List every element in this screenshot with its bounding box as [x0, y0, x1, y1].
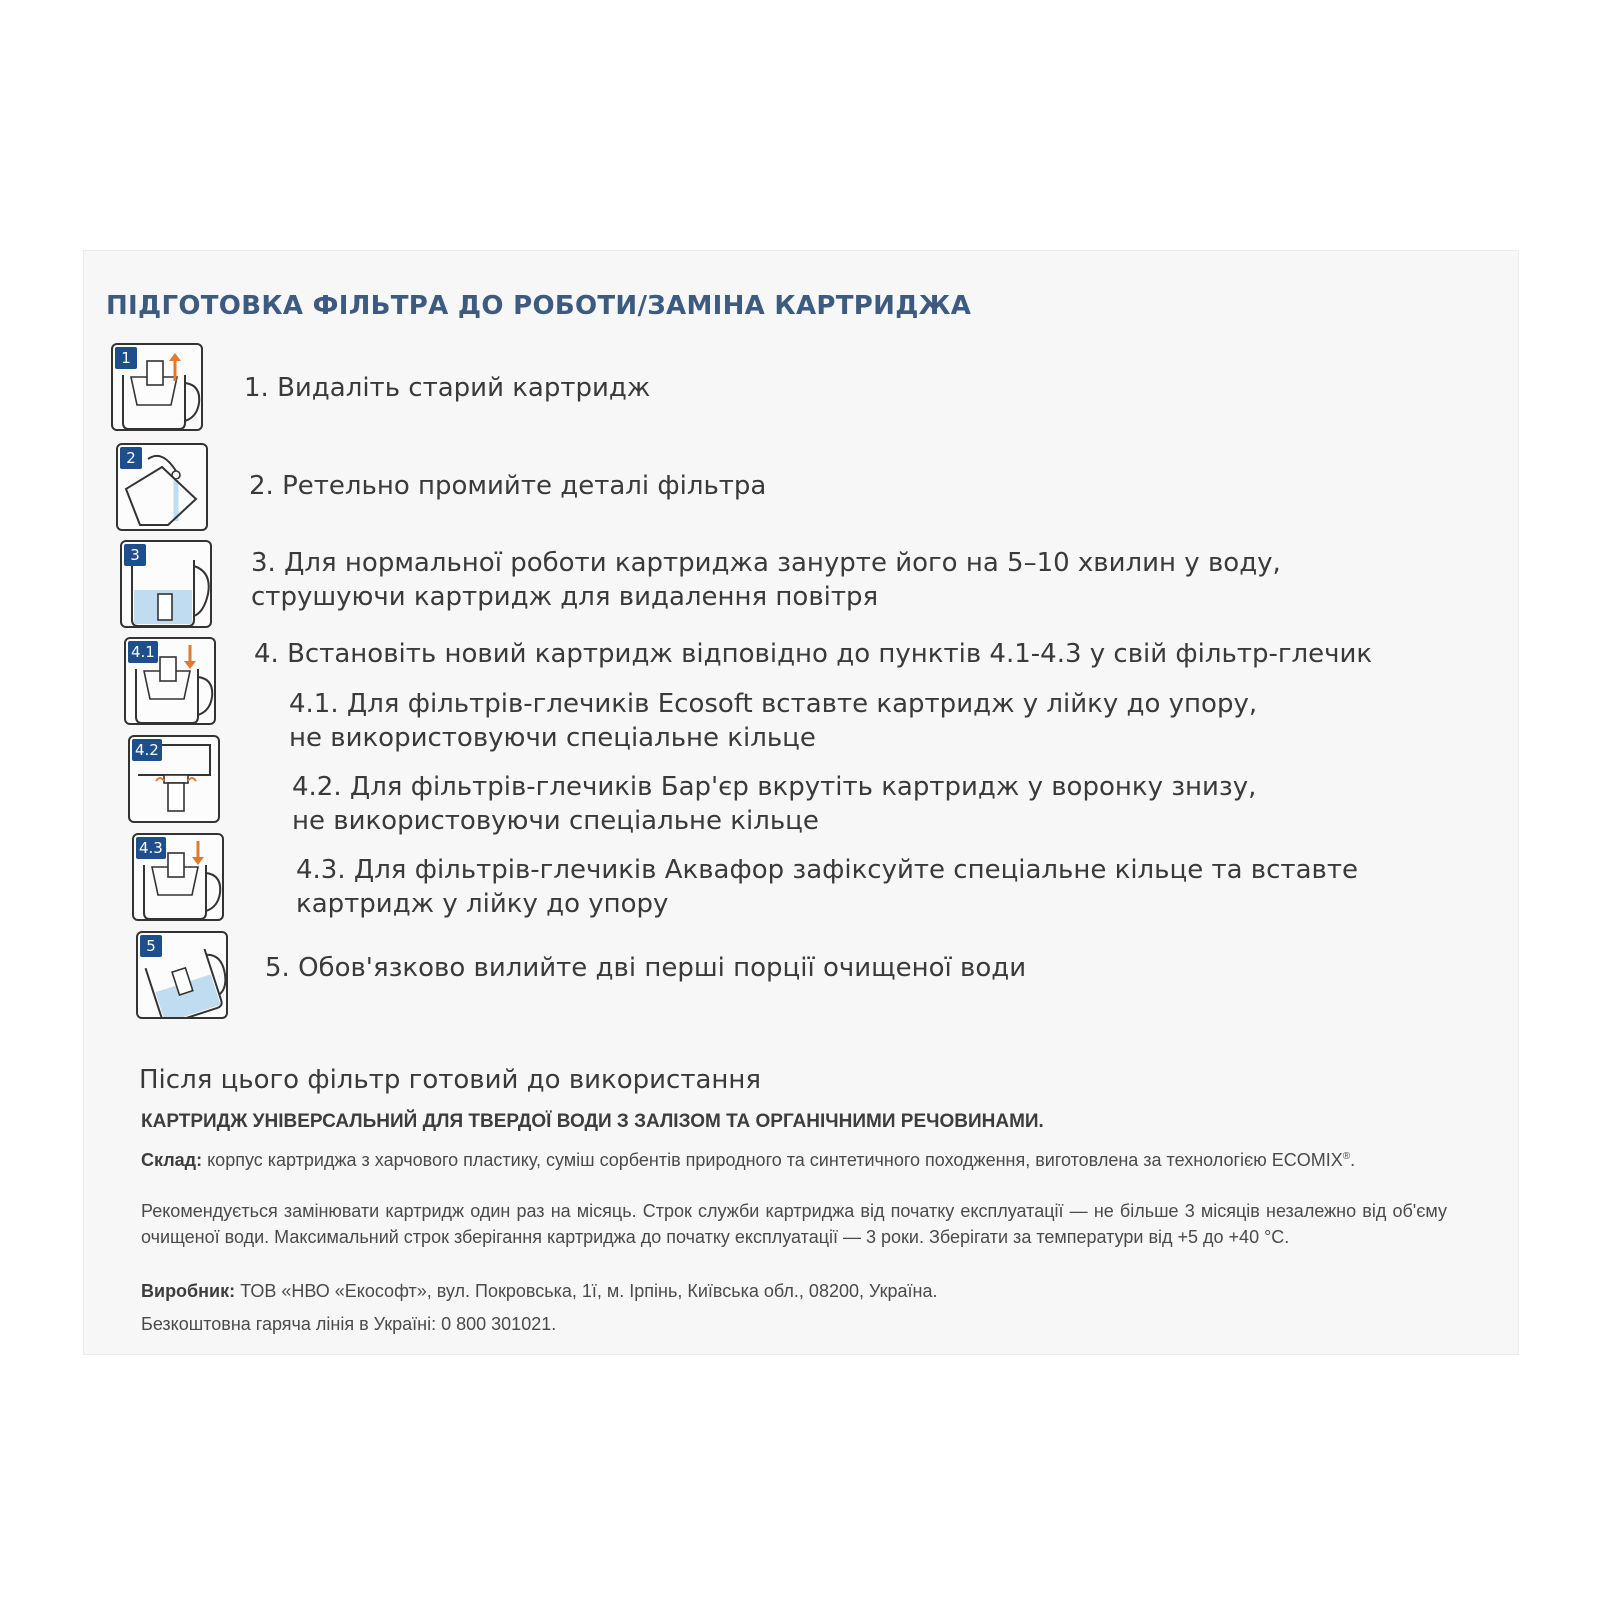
step-badge: 4.3 [136, 837, 166, 859]
step-4-2-line-1: 4.2. Для фільтрів-глечиків Бар'єр вкрутіть картридж у воронку знизу, [292, 772, 1257, 802]
cartridge-heading: КАРТРИДЖ УНІВЕРСАЛЬНИЙ ДЛЯ ТВЕРДОЇ ВОДИ З ЗАЛІЗОМ ТА ОРГАНІЧНИМИ РЕЧОВИНАМИ. [141, 1111, 1044, 1132]
step-1-text: 1. Видаліть старий картридж [244, 373, 651, 403]
step-badge: 4.2 [132, 739, 162, 761]
composition-label: Склад: [141, 1150, 203, 1170]
pour-water-icon [136, 931, 228, 1019]
manufacturer-paragraph [141, 1278, 1447, 1304]
step-4-3-text [296, 853, 1358, 921]
manufacturer-text: ТОВ «НВО «Екософт», вул. Покровська, 1ї, м. Ірпінь, Київська обл., 08200, Україна. [240, 1281, 938, 1301]
step-4-text: 4. Встановіть новий картридж відповідно до пунктів 4.1-4.3 у свій фільтр-глечик [254, 639, 1373, 669]
fix-ring-icon [132, 833, 224, 921]
step-3-line-1: 3. Для нормальної роботи картриджа занурте його на 5–10 хвилин у воду, [251, 548, 1281, 578]
composition-paragraph [141, 1144, 1447, 1173]
step-badge: 1 [115, 347, 137, 369]
step-badge: 3 [124, 544, 146, 566]
insert-cartridge-icon [124, 637, 216, 725]
step-4-2-line-2: не використовуючи спеціальне кільце [292, 806, 819, 836]
step-badge: 4.1 [128, 641, 158, 663]
step-5-text: 5. Обов'язково вилийте дві перші порції очищеної води [265, 953, 1027, 983]
step-4-1-line-1: 4.1. Для фільтрів-глечиків Ecosoft вставте картридж у лійку до упору, [289, 689, 1258, 719]
recommendation-paragraph: Рекомендується замінювати картридж один раз на місяць. Строк служби картриджа від початку експлуатації — не більше 3 місяців незалежно від об'єму очищеної води. Максимальний строк зберігання картриджа до початку експлуатації — 3 роки. Зберігати за температури від +5 до +40 °С. [141, 1201, 1447, 1247]
step-4-1-line-2: не використовуючи спеціальне кільце [289, 723, 816, 753]
screw-cartridge-icon [128, 735, 220, 823]
step-4-3-line-1: 4.3. Для фільтрів-глечиків Аквафор зафіксуйте спеціальне кільце та вставте [296, 855, 1358, 885]
step-2-text: 2. Ретельно промийте деталі фільтра [249, 471, 767, 501]
page-title: ПІДГОТОВКА ФІЛЬТРА ДО РОБОТИ/ЗАМІНА КАРТРИДЖА [106, 291, 972, 321]
registered-mark: ® [1342, 1151, 1351, 1162]
step-4-3-line-2: картридж у лійку до упору [296, 889, 669, 919]
composition-text: корпус картриджа з харчового пластику, суміш сорбентів природного та синтетичного походження, виготовлена за технологією ECOMIX [207, 1150, 1343, 1170]
step-badge: 2 [120, 447, 142, 469]
rinse-parts-icon [116, 443, 208, 531]
ready-text: Після цього фільтр готовий до використання [139, 1065, 762, 1095]
step-badge: 5 [140, 935, 162, 957]
manufacturer-label: Виробник: [141, 1281, 236, 1301]
hotline-text: Безкоштовна гаряча лінія в Україні: 0 800 301021. [141, 1314, 557, 1334]
instruction-card [83, 250, 1519, 1355]
step-3-text [251, 546, 1281, 614]
step-4-1-text [289, 687, 1257, 755]
soak-cartridge-icon [120, 540, 212, 628]
step-3-line-2: струшуючи картридж для видалення повітря [251, 582, 879, 612]
composition-end: . [1350, 1150, 1356, 1170]
remove-cartridge-icon [111, 343, 203, 431]
step-4-2-text [292, 770, 1256, 838]
